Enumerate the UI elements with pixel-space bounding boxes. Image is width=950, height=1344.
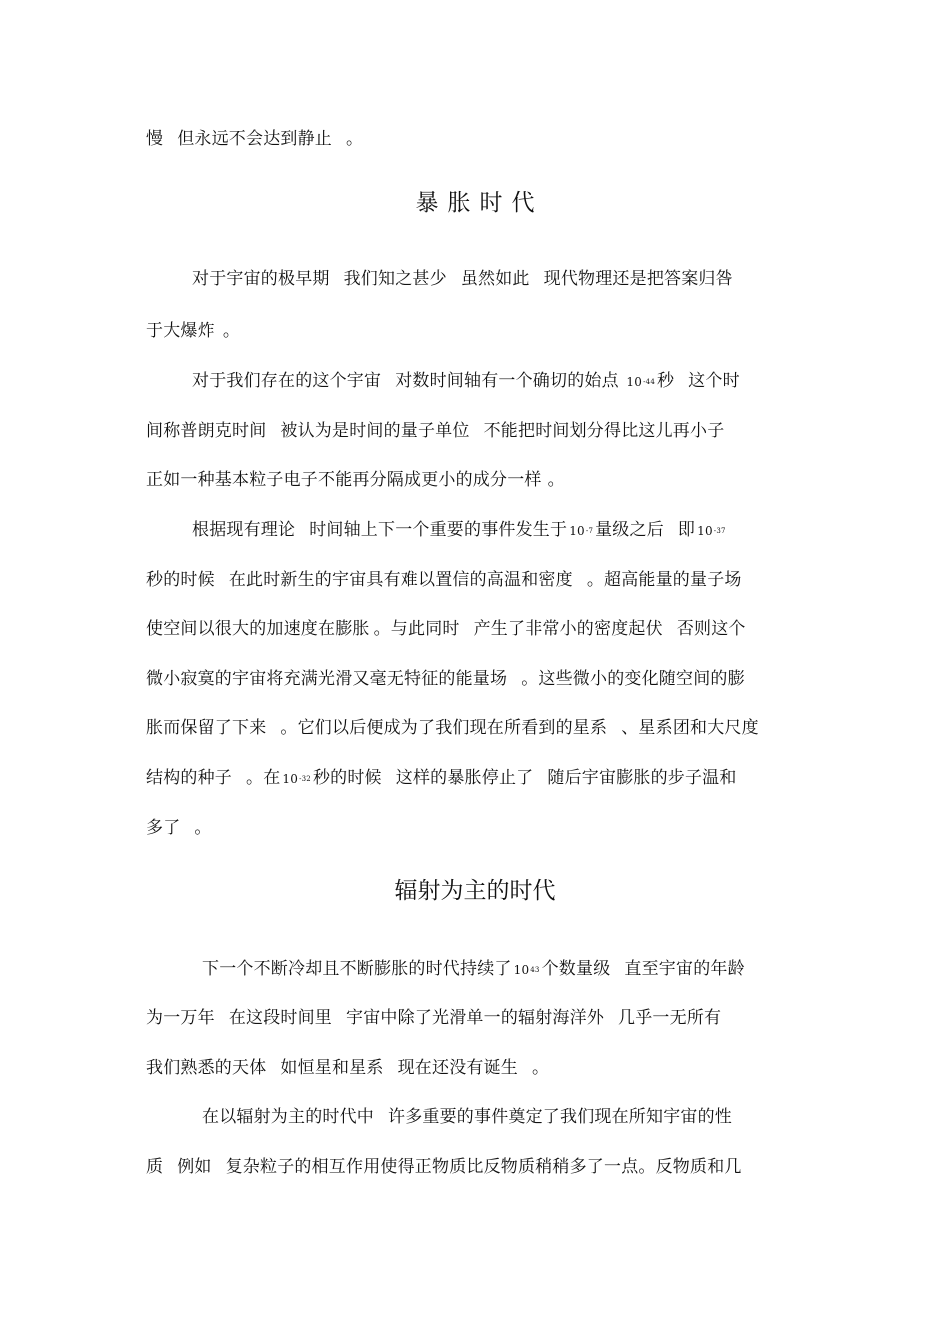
text-run: 下一个不断冷却且不断膨胀的时代持续了	[202, 959, 512, 979]
text-run: 被认为是时间的量子单位	[280, 421, 470, 441]
text-run: 。超高能量的量子场	[586, 570, 742, 590]
exponent-power: -32	[299, 775, 311, 783]
section-heading: 暴胀时代	[415, 190, 544, 216]
text-line	[146, 421, 724, 441]
text-run: 间称普朗克时间	[146, 421, 267, 441]
text-run: 产生了非常小的密度起伏	[473, 619, 663, 639]
exponent-base: 10	[513, 963, 530, 977]
text-run: 直至宇宙的年龄	[624, 959, 745, 979]
exponent-base: 10	[569, 524, 585, 538]
section-heading: 辐射为主的时代	[394, 878, 556, 904]
text-line	[192, 269, 733, 289]
text-line	[146, 570, 742, 590]
text-line	[146, 321, 240, 341]
text-line	[192, 371, 740, 392]
text-line	[146, 768, 737, 789]
text-run: 。这些微小的变化随空间的膨	[521, 669, 745, 689]
text-run: 例如	[177, 1157, 212, 1177]
text-line	[192, 520, 728, 541]
text-run: 现在还没有诞生	[397, 1058, 519, 1078]
text-line	[146, 1008, 721, 1028]
text-run: 个数量级	[541, 959, 611, 979]
text-run: 。它们以后便成为了我们现在所看到的星系	[280, 718, 608, 738]
text-run: 。在	[246, 768, 281, 788]
text-run: 不能把时间划分得比这儿再小子	[483, 421, 725, 441]
text-line	[146, 470, 565, 490]
scientific-exponent	[626, 375, 655, 389]
exponent-base: 10	[626, 375, 643, 389]
text-run: 许多重要的事件奠定了我们现在所知宇宙的性	[388, 1107, 732, 1127]
text-line	[146, 619, 746, 639]
text-run: 结构的种子	[146, 768, 232, 788]
exponent-base: 10	[282, 772, 299, 786]
text-run: 宇宙中除了光滑单一的辐射海洋外	[346, 1008, 605, 1028]
text-line	[146, 718, 759, 738]
text-run: 在这段时间里	[228, 1008, 333, 1028]
text-run: 时间轴上下一个重要的事件发生于	[309, 520, 568, 540]
text-run: 虽然如此	[460, 269, 530, 289]
text-run: 为一万年	[146, 1008, 215, 1028]
text-run: 秒的时候	[312, 768, 382, 788]
text-run: 秒	[656, 371, 675, 391]
text-run: 慢	[146, 129, 164, 149]
text-run: 几乎一无所有	[618, 1008, 722, 1028]
text-run: 在以辐射为主的时代中	[202, 1107, 374, 1127]
text-run: 对于我们存在的这个宇宙	[192, 371, 382, 391]
text-line	[202, 1107, 732, 1127]
text-run: 、星系团和大尺度	[621, 718, 759, 738]
text-run: 这个时	[688, 371, 740, 391]
text-run: 这样的暴胀停止了	[395, 768, 534, 788]
exponent-power: -37	[713, 527, 726, 535]
exponent-power: -7	[585, 527, 594, 535]
text-run: 量级之后	[595, 520, 664, 540]
text-line	[146, 1058, 549, 1078]
text-run: 胀而保留了下来	[146, 718, 267, 738]
exponent-base: 10	[697, 524, 713, 538]
text-run: 现代物理还是把答案归咎	[543, 269, 733, 289]
scientific-exponent	[514, 963, 540, 977]
text-run: 正如一种基本粒子电子不能再分隔成更小的成分一样	[146, 470, 542, 490]
text-line	[146, 669, 745, 689]
text-run: 。	[532, 1058, 550, 1078]
text-line	[146, 818, 212, 838]
text-run: 。	[547, 470, 565, 490]
exponent-power: 43	[530, 966, 540, 974]
text-run: 如恒星和星系	[280, 1058, 384, 1078]
scientific-exponent	[282, 772, 311, 786]
text-run: 即	[677, 520, 696, 540]
text-run: 否则这个	[676, 619, 746, 639]
text-run: 我们知之甚少	[343, 269, 447, 289]
scientific-exponent	[569, 524, 593, 538]
text-run: 。	[346, 129, 364, 149]
text-line	[146, 129, 363, 149]
text-run: 对数时间轴有一个确切的始点	[395, 371, 619, 391]
exponent-power: -44	[643, 378, 655, 386]
text-run: 根据现有理论	[192, 520, 296, 540]
scientific-exponent	[697, 524, 726, 538]
text-run: 质	[146, 1157, 164, 1177]
text-run: 于大爆炸	[146, 321, 215, 341]
text-run: 复杂粒子的相互作用使得正物质比反物质稍稍多了一点。反物质和几	[225, 1157, 742, 1177]
text-run: 微小寂寞的宇宙将充满光滑又毫无特征的能量场	[146, 669, 508, 689]
text-run: 我们熟悉的天体	[146, 1058, 267, 1078]
text-run: 在此时新生的宇宙具有难以置信的高温和密度	[228, 570, 573, 590]
text-run: 但永远不会达到静止	[177, 129, 333, 149]
text-run: 秒的时候	[146, 570, 215, 590]
text-run: 。	[222, 321, 241, 341]
text-run: 随后宇宙膨胀的步子温和	[547, 768, 737, 788]
text-run: 。	[194, 818, 212, 838]
text-run: 。与此同时	[373, 619, 460, 639]
text-run: 多了	[146, 818, 181, 838]
text-line	[202, 959, 745, 980]
text-run: 使空间以很大的加速度在膨胀	[146, 619, 370, 639]
text-run: 对于宇宙的极早期	[192, 269, 330, 289]
text-line	[146, 1157, 742, 1177]
